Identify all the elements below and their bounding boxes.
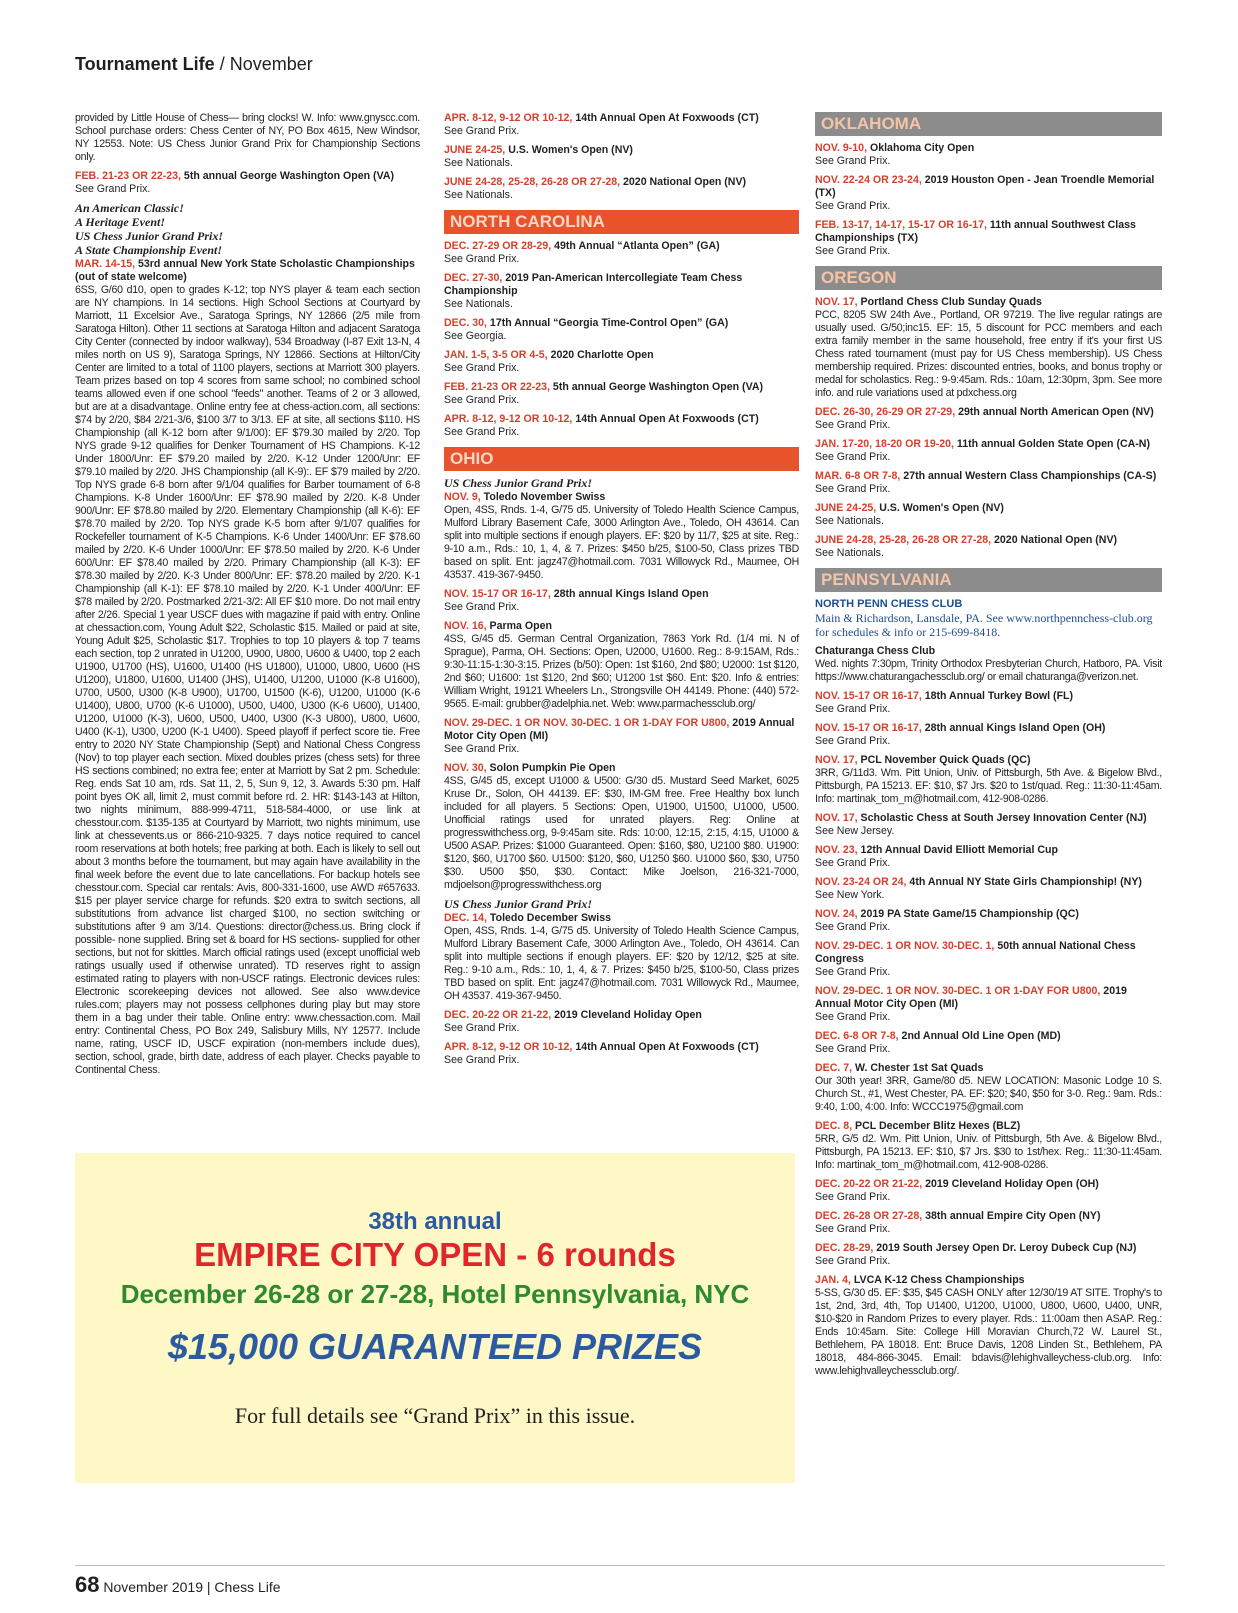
event: FEB. 21-23 OR 22-23, 5th annual George Washington Open (VA) See Grand Prix. xyxy=(75,170,395,195)
column-1 xyxy=(75,112,420,1083)
event: NOV. 30, Solon Pumpkin Pie Open 4SS, G/45 d5, except U1000 & U500: G/30 d5. Mustard Seed Market, 6025 Kruse Dr., Solon, OH 44139. EF: $30, IM-GM free. Free Healthy box lunch included for all players. 5 Sections: Open, U1900, U1500, U1000, U500. Unofficial ratings used for unrated players. Reg: Online at progresswithchess.org, 9-9:45am site. Rds: 10:00, 12:15, 2:15, 4:15, U1000 & U500 ASAP. Prizes: $1000 Guaranteed. Open: $160, $80, U2100 $80. U1900: $120, $60, U1700 $60. U1500: $120, $60, U1250 $60. U1000 $60, $30, U750 $30. U500 $50, $30. Contact: Mike Joelson, 216-321-7000, mdjoelson@progresswithchess.org xyxy=(444,762,799,891)
event: NOV. 24, 2019 PA State Game/15 Championship (QC) See Grand Prix. xyxy=(815,908,1079,933)
event: NOV. 15-17 OR 16-17, 28th annual Kings Island Open See Grand Prix. xyxy=(444,588,709,613)
event: DEC. 28-29, 2019 South Jersey Open Dr. Leroy Dubeck Cup (NJ) See Grand Prix. xyxy=(815,1242,1137,1267)
page-number: 68 xyxy=(75,1572,100,1597)
event: JAN. 17-20, 18-20 OR 19-20, 11th annual Golden State Open (CA-N) See Grand Prix. xyxy=(815,438,1150,463)
event: DEC. 27-30, 2019 Pan-American Intercollegiate Team Chess Championship See Nationals. xyxy=(444,272,743,310)
event: NOV. 17, Scholastic Chess at South Jersey Innovation Center (NJ) See New Jersey. xyxy=(815,812,1147,837)
event: NOV. 29-DEC. 1 OR NOV. 30-DEC. 1, 50th annual National Chess Congress See Grand Prix. xyxy=(815,940,1136,978)
event: MAR. 6-8 OR 7-8, 27th annual Western Class Championships (CA-S) See Grand Prix. xyxy=(815,470,1157,495)
event: JAN. 4, LVCA K-12 Chess Championships 5-SS, G/30 d5. EF: $35, $45 CASH ONLY after 12/30/19 AT SITE. Trophy's to 1st, 2nd, 3rd, 4th, Top U1400, U1200, U1000, U800, U600, U400, UNR, $10-$20 in Random Prizes to every player. Rds.: 11:00am then ASAP. Reg.: Ends 10:45am. Site: College Hill Moravian Church,72 W. Laurel St., Bethlehem, PA 18018. Ent: Bruce Davis, 1208 Linden St., Bethlehem, PA 18018, 484-866-3045. Email: bdavis@lehighvalleychess-club.org. Info: www.lehighvalleychessclub.org/. xyxy=(815,1274,1162,1377)
event: NOV. 9, Toledo November Swiss Open, 4SS, Rnds. 1-4, G/75 d5. University of Toledo Health Science Campus, Mulford Library Basement Cafe, 3000 Arlington Ave., Toledo, OH 43614. Can split into multiple sections if enough players. EF: $20 by 11/7, $25 at site. Reg.: 9-10 a.m., Rds.: 10, 1, 4, & 7. Prizes: $450 b/25, $100-50, Class prizes TBD based on split. Ent: jagz47@hotmail.com. 7031 Willowyck Rd., Maumee, OH 43537. 419-367-9450. xyxy=(444,491,799,581)
issue-date: November 2019 xyxy=(103,1579,203,1595)
column-3 xyxy=(815,112,1162,1384)
event: DEC. 6-8 OR 7-8, 2nd Annual Old Line Open (MD) See Grand Prix. xyxy=(815,1030,1061,1055)
tagline: An American Classic! xyxy=(75,201,184,215)
event: APR. 8-12, 9-12 OR 10-12, 14th Annual Open At Foxwoods (CT) See Grand Prix. xyxy=(444,413,759,438)
event: APR. 8-12, 9-12 OR 10-12, 14th Annual Open At Foxwoods (CT) See Grand Prix. xyxy=(444,1041,759,1066)
event: NOV. 22-24 OR 23-24, 2019 Houston Open - Jean Troendle Memorial (TX) See Grand Prix. xyxy=(815,174,1155,212)
event: JAN. 1-5, 3-5 OR 4-5, 2020 Charlotte Open See Grand Prix. xyxy=(444,349,654,374)
event: DEC. 27-29 OR 28-29, 49th Annual “Atlanta Open” (GA) See Grand Prix. xyxy=(444,240,720,265)
intro-text: provided by Little House of Chess— bring clocks! W. Info: www.gnyscc.com. School purchase orders: Chess Center of NY, PO Box 4615, New Windsor, NY 12553. Note: US Chess Junior Grand Prix for Championship Sections only. xyxy=(75,112,420,163)
ad-line-5: For full details see “Grand Prix” in this issue. xyxy=(234,1403,636,1428)
event: NOV. 23-24 OR 24, 4th Annual NY State Girls Championship! (NY) See New York. xyxy=(815,876,1142,901)
empire-city-open-ad xyxy=(75,1153,795,1483)
event: NOV. 29-DEC. 1 OR NOV. 30-DEC. 1 OR 1-DAY FOR U800, 2019 Annual Motor City Open (MI) See Grand Prix. xyxy=(815,985,1127,1023)
event: NOV. 15-17 OR 16-17, 18th Annual Turkey Bowl (FL) See Grand Prix. xyxy=(815,690,1074,715)
event: DEC. 7, W. Chester 1st Sat Quads Our 30th year! 3RR, Game/80 d5. NEW LOCATION: Masonic Lodge 10 S. Church St., #1, West Chester, PA. EF: $20; $40, $50 for 3-0. Reg.: 9am. Rds.: 9:40, 1:00, 4:00. Info: WCCC1975@gmail.com xyxy=(815,1062,1162,1113)
state-header-oregon: OREGON xyxy=(815,266,1162,290)
tagline: A State Championship Event! xyxy=(75,243,223,257)
ad-line-1: 38th annual xyxy=(368,1208,502,1235)
club-title: NORTH PENN CHESS CLUB xyxy=(815,598,963,610)
header-month: November xyxy=(229,54,313,74)
footer-separator: | xyxy=(206,1579,211,1595)
event: JUNE 24-28, 25-28, 26-28 OR 27-28, 2020 National Open (NV) See Nationals. xyxy=(815,534,1118,559)
magazine-name: Chess Life xyxy=(214,1579,281,1595)
event: DEC. 30, 17th Annual “Georgia Time-Control Open” (GA) See Georgia. xyxy=(444,317,729,342)
club-info: Main & Richardson, Lansdale, PA. See www.northpennchess-club.org for schedules & info or 215-699-8418. xyxy=(815,611,1153,639)
event: DEC. 26-28 OR 27-28, 38th annual Empire City Open (NY) See Grand Prix. xyxy=(815,1210,1101,1235)
state-header-oklahoma: OKLAHOMA xyxy=(815,112,1162,136)
event: MAR. 14-15, 53rd annual New York State Scholastic Championships (out of state welcome) 6SS, G/60 d10, open to grades K-12; top NYS player & team each section are NY champions. In 14 sections. High School Sections at Courtyard by Marriott, 11 Excelsior Ave., Saratoga Springs, NY 12866 (2/5 mile from Saratoga Hilton). Other 11 sections at Saratoga Hilton and adjacent Saratoga City Center (connected by indoor walkway), 534 Broadway (I-87 Exit 13-N, 4 miles north on US 9), Saratoga Springs, NY 12866. Sections at Hilton/City Center are limited to a total of 1100 players, sections at Marriott 300 players. Team prizes based on top 4 scores from same school; no combined school teams allowed even if one school "feeds" another. Teams of 2 or 3 allowed, but are at a disadvantage. Online entry fee at chess-action.com, all sections: $74 by 2/20, $84 2/21-3/6, $100 3/7 to 3/13. EF at site, all sections $110. HS Championship (all K-12 born after 9/1/00): EF $79.30 mailed by 2/20. Top NYS grade 9-12 qualifies for Denker Tournament of HS Champions. K-12 Under 1800/Unr: EF $79.20 mailed by 2/20. K-12 Under 1200/Unr: EF $79.10 mailed by 2/20. JHS Championship (all K-9):. EF $79 mailed by 2/20. Top NYS grade 6-8 born after 9/1/04 qualifies for Barber tournament of 6-8 Champions. K-8 Under 1600/Unr: EF $78.90 mailed by 2/20. K-8 Under 900/Unr: EF $78.80 mailed by 2/20. Elementary Championship (all K-6): EF $78.70 mailed by 2/20. Top NYS grade K-5 born after 9/1/07 qualifies for Rockefeller tournament of K-5 Champions. K-6 Under 1400/Unr: EF $78.60 mailed by 2/20. K-6 Under 1000/Unr: EF $78.50 mailed by 2/20. K-6 Under 600/Unr: EF $78.40 mailed by 2/20. Primary Championship (all K-3): EF $78.30 mailed by 2/20. K-3 Under 800/Unr: EF: $78.20 mailed by 2/20. K-1 Championship (all K-1): EF $78.10 mailed by 2/20. K-1 Under 400/Unr: EF $78 mailed by 2/20. Postmarked 2/21-3/2: All EF $10 more. Do not mail entry after 2/26. Special 1 year USCF dues with magazine if paid with entry. Online at chessaction.com, Young Adult $22, Scholastic $15. Mailed or paid at site, Young Adult $25, Scholastic $17. Trophies to top 10 players & top 7 teams each section, top 2 unrated in U1200, U900, U800, U600 & U400, top 2 each U1900, U1700 (HS), U1600, U1400 (HS U1800), U1000, U800, U600 (HS U1200), U1800, U1600, U1400 (JHS), U1400, U1200, U1000 (K-8 U1600), U700, U500, U300 (K-8 U900), U1700, U1500 (K-6), U1200, U1000 (K-6 U1400), U800, U700 (K-6 U1000), U500, U400, U300 (K-6 U600), U1400, U1200, U1000 (K-3), U600, U500, U400, U300 (K-3 U800), U800, U600, U400 (K-1), U300, U200 (K-1 U400). Speed playoff if perfect score tie. Free entry to 2020 NY State Championship (Sept) and National Chess Congress (Nov) to top player each section. Mixed doubles prizes (chess sets) for three HS sections combined; no extra fee; enter at Marriott by Sat 2 pm. Schedule: Reg. ends Sat 10 am, rds. Sat 11, 2, 5, Sun 9, 12, 3. Awards 5:30 pm. Half point byes OK all, limit 2, must commit before rd. 2. HR: $143-143 at Hilton, two nights minimum, 888-999-4711, 518-584-4000, or use link at chesstour.com. $135-135 at Courtyard by Marriott, two nights minimum, use link at chessevents.us or 866-210-9325. 7 days notice required to cancel room reservations at both hotels; free parking at both. Each is likely to sell out about 3 months before the tournament, but may again have availability in the final week before the event due to late cancellations. For backup hotels see chesstour.com. Special car rentals: Avis, 800-331-1600, use AWD #657633. $15 per player service charge for refunds. $20 extra to switch sections, all substitutions from advance list charged $100, no section switching or substitutions after 9 am 3/14. Questions: director@chess.us. Bring clock if possible- none supplied. Bring set & board for HS sections- supplied for other sections, but not for skittles. March official ratings used (except unofficial web ratings usually used if otherwise unrated). TD reserves right to assign estimated rating to players with non-USCF ratings. Electronic devices rules: Electronic scorekeeping devices not allowed. See also www.device rules.com; players may not possess cellphones during play but may store them in a bag under their table. Online entry: www.chessaction.com. Mail entry: Continental Chess, PO Box 249, Salisbury Mills, NY 12577. Include name, rating, USCF ID, USCF expiration (non-members include dues), section, school, grade, birth date, address of each player. Checks payable to Continental Chess. xyxy=(75,258,420,1076)
event: DEC. 20-22 OR 21-22, 2019 Cleveland Holiday Open See Grand Prix. xyxy=(444,1009,702,1034)
ad-line-4: $15,000 GUARANTEED PRIZES xyxy=(167,1326,703,1367)
tagline: US Chess Junior Grand Prix! xyxy=(444,897,593,911)
page-footer xyxy=(75,1572,281,1598)
event: FEB. 13-17, 14-17, 15-17 OR 16-17, 11th annual Southwest Class Championships (TX) See Grand Prix. xyxy=(815,219,1136,257)
ad-line-2: EMPIRE CITY OPEN - 6 rounds xyxy=(194,1236,676,1273)
event: DEC. 20-22 OR 21-22, 2019 Cleveland Holiday Open (OH) See Grand Prix. xyxy=(815,1178,1099,1203)
state-header-ohio: OHIO xyxy=(444,447,799,471)
event: FEB. 21-23 OR 22-23, 5th annual George Washington Open (VA) See Grand Prix. xyxy=(444,381,764,406)
page-header: Tournament Life / November xyxy=(75,54,313,74)
event: DEC. 8, PCL December Blitz Hexes (BLZ) 5RR, G/5 d2. Wm. Pitt Union, Univ. of Pittsburgh, 5th Ave. & Bigelow Blvd., Pittsburgh, PA 15213. EF: $10, $7 Jrs. $30 to 1st/hex. Reg.: 11:30-11:45am. Info: martinak_tom_m@hotmail.com, 412-908-0286. xyxy=(815,1120,1162,1171)
tagline: US Chess Junior Grand Prix! xyxy=(444,476,593,490)
state-header-north-carolina: NORTH CAROLINA xyxy=(444,210,799,234)
event: NOV. 15-17 OR 16-17, 28th annual Kings Island Open (OH) See Grand Prix. xyxy=(815,722,1106,747)
tagline: US Chess Junior Grand Prix! xyxy=(75,229,224,243)
ad-line-3: December 26-28 or 27-28, Hotel Pennsylvania, NYC xyxy=(120,1279,750,1309)
event: Chaturanga Chess Club Wed. nights 7:30pm, Trinity Orthodox Presbyterian Church, Hatboro, PA. Visit https://www.chaturangachessclub.org/ or email chaturanga@verizon.net. xyxy=(815,645,1162,683)
event: NOV. 29-DEC. 1 OR NOV. 30-DEC. 1 OR 1-DAY FOR U800, 2019 Annual Motor City Open (MI) See Grand Prix. xyxy=(444,717,795,755)
event: DEC. 14, Toledo December Swiss Open, 4SS, Rnds. 1-4, G/75 d5. University of Toledo Health Science Campus, Mulford Library Basement Cafe, 3000 Arlington Ave., Toledo, OH 43614. Can split into multiple sections if enough players. EF: $20 by 12/12, $25 at site. Reg.: 9-10 a.m., Rds.: 10, 1, 4, & 7. Prizes: $450 b/25, $100-50, Class prizes TBD based on split. Ent: jagz47@hotmail.com. 7031 Willowyck Rd., Maumee, OH 43537. 419-367-9450. xyxy=(444,912,799,1002)
event: NOV. 17, Portland Chess Club Sunday Quads PCC, 8205 SW 24th Ave., Portland, OR 97219. The live regular ratings are usually used. G/50;inc15. EF: 15, 5 discount for PCC members and each extra family member in the same household, free entry if it's your first US Chess rated tournament (must pay for US Chess membership). US Chess membership required. Prizes: discounted entries, books, and bonus trophy or medal for scholastics. Reg.: 9-9:45am. Rds.: 10am, 12:30pm, 3pm. See more info. and rule variations used at pdxchess.org xyxy=(815,296,1162,399)
event: NOV. 9-10, Oklahoma City Open See Grand Prix. xyxy=(815,142,975,167)
event: JUNE 24-25, U.S. Women's Open (NV) See Nationals. xyxy=(444,144,633,169)
event: NOV. 17, PCL November Quick Quads (QC) 3RR, G/11d3. Wm. Pitt Union, Univ. of Pittsburgh, 5th Ave. & Bigelow Blvd., Pittsburgh, PA 15213. EF: $10, $7 Jrs. $20 to 1st/quad. Reg.: 11:30-11:45am. Info: martinak_tom_m@hotmail.com, 412-908-0286. xyxy=(815,754,1162,805)
event: JUNE 24-25, U.S. Women's Open (NV) See Nationals. xyxy=(815,502,1004,527)
tagline: A Heritage Event! xyxy=(75,215,165,229)
event: DEC. 26-30, 26-29 OR 27-29, 29th annual North American Open (NV) See Grand Prix. xyxy=(815,406,1154,431)
column-2 xyxy=(444,112,799,1073)
event: APR. 8-12, 9-12 OR 10-12, 14th Annual Open At Foxwoods (CT) See Grand Prix. xyxy=(444,112,759,137)
event: NOV. 23, 12th Annual David Elliott Memorial Cup See Grand Prix. xyxy=(815,844,1058,869)
event: JUNE 24-28, 25-28, 26-28 OR 27-28, 2020 National Open (NV) See Nationals. xyxy=(444,176,747,201)
state-header-pennsylvania: PENNSYLVANIA xyxy=(815,568,1162,592)
footer-divider xyxy=(75,1565,1165,1566)
event: NOV. 16, Parma Open 4SS, G/45 d5. German Central Organization, 7863 York Rd. (1/4 mi. N of Sprague), Parma, OH. Sections: Open, U2000, U1600. Reg.: 8-9:15AM, Rds.: 9:30-11:15-1:30-3:15. Prizes (b/50): Open: 1st $160, 2nd $80; U2000: 1st $120, 2nd $60; U1600: 1st $120, 2nd $60; U1200 1st $60. Ent: $20. Info & entries: William Wright, 19121 Wheelers Ln., Strongsville OH 44149. Phone: (440) 572-9565. E-mail: grubber@adelphia.net. Web: www.parmachessclub.org/ xyxy=(444,620,799,710)
section-title: Tournament Life xyxy=(75,54,215,74)
